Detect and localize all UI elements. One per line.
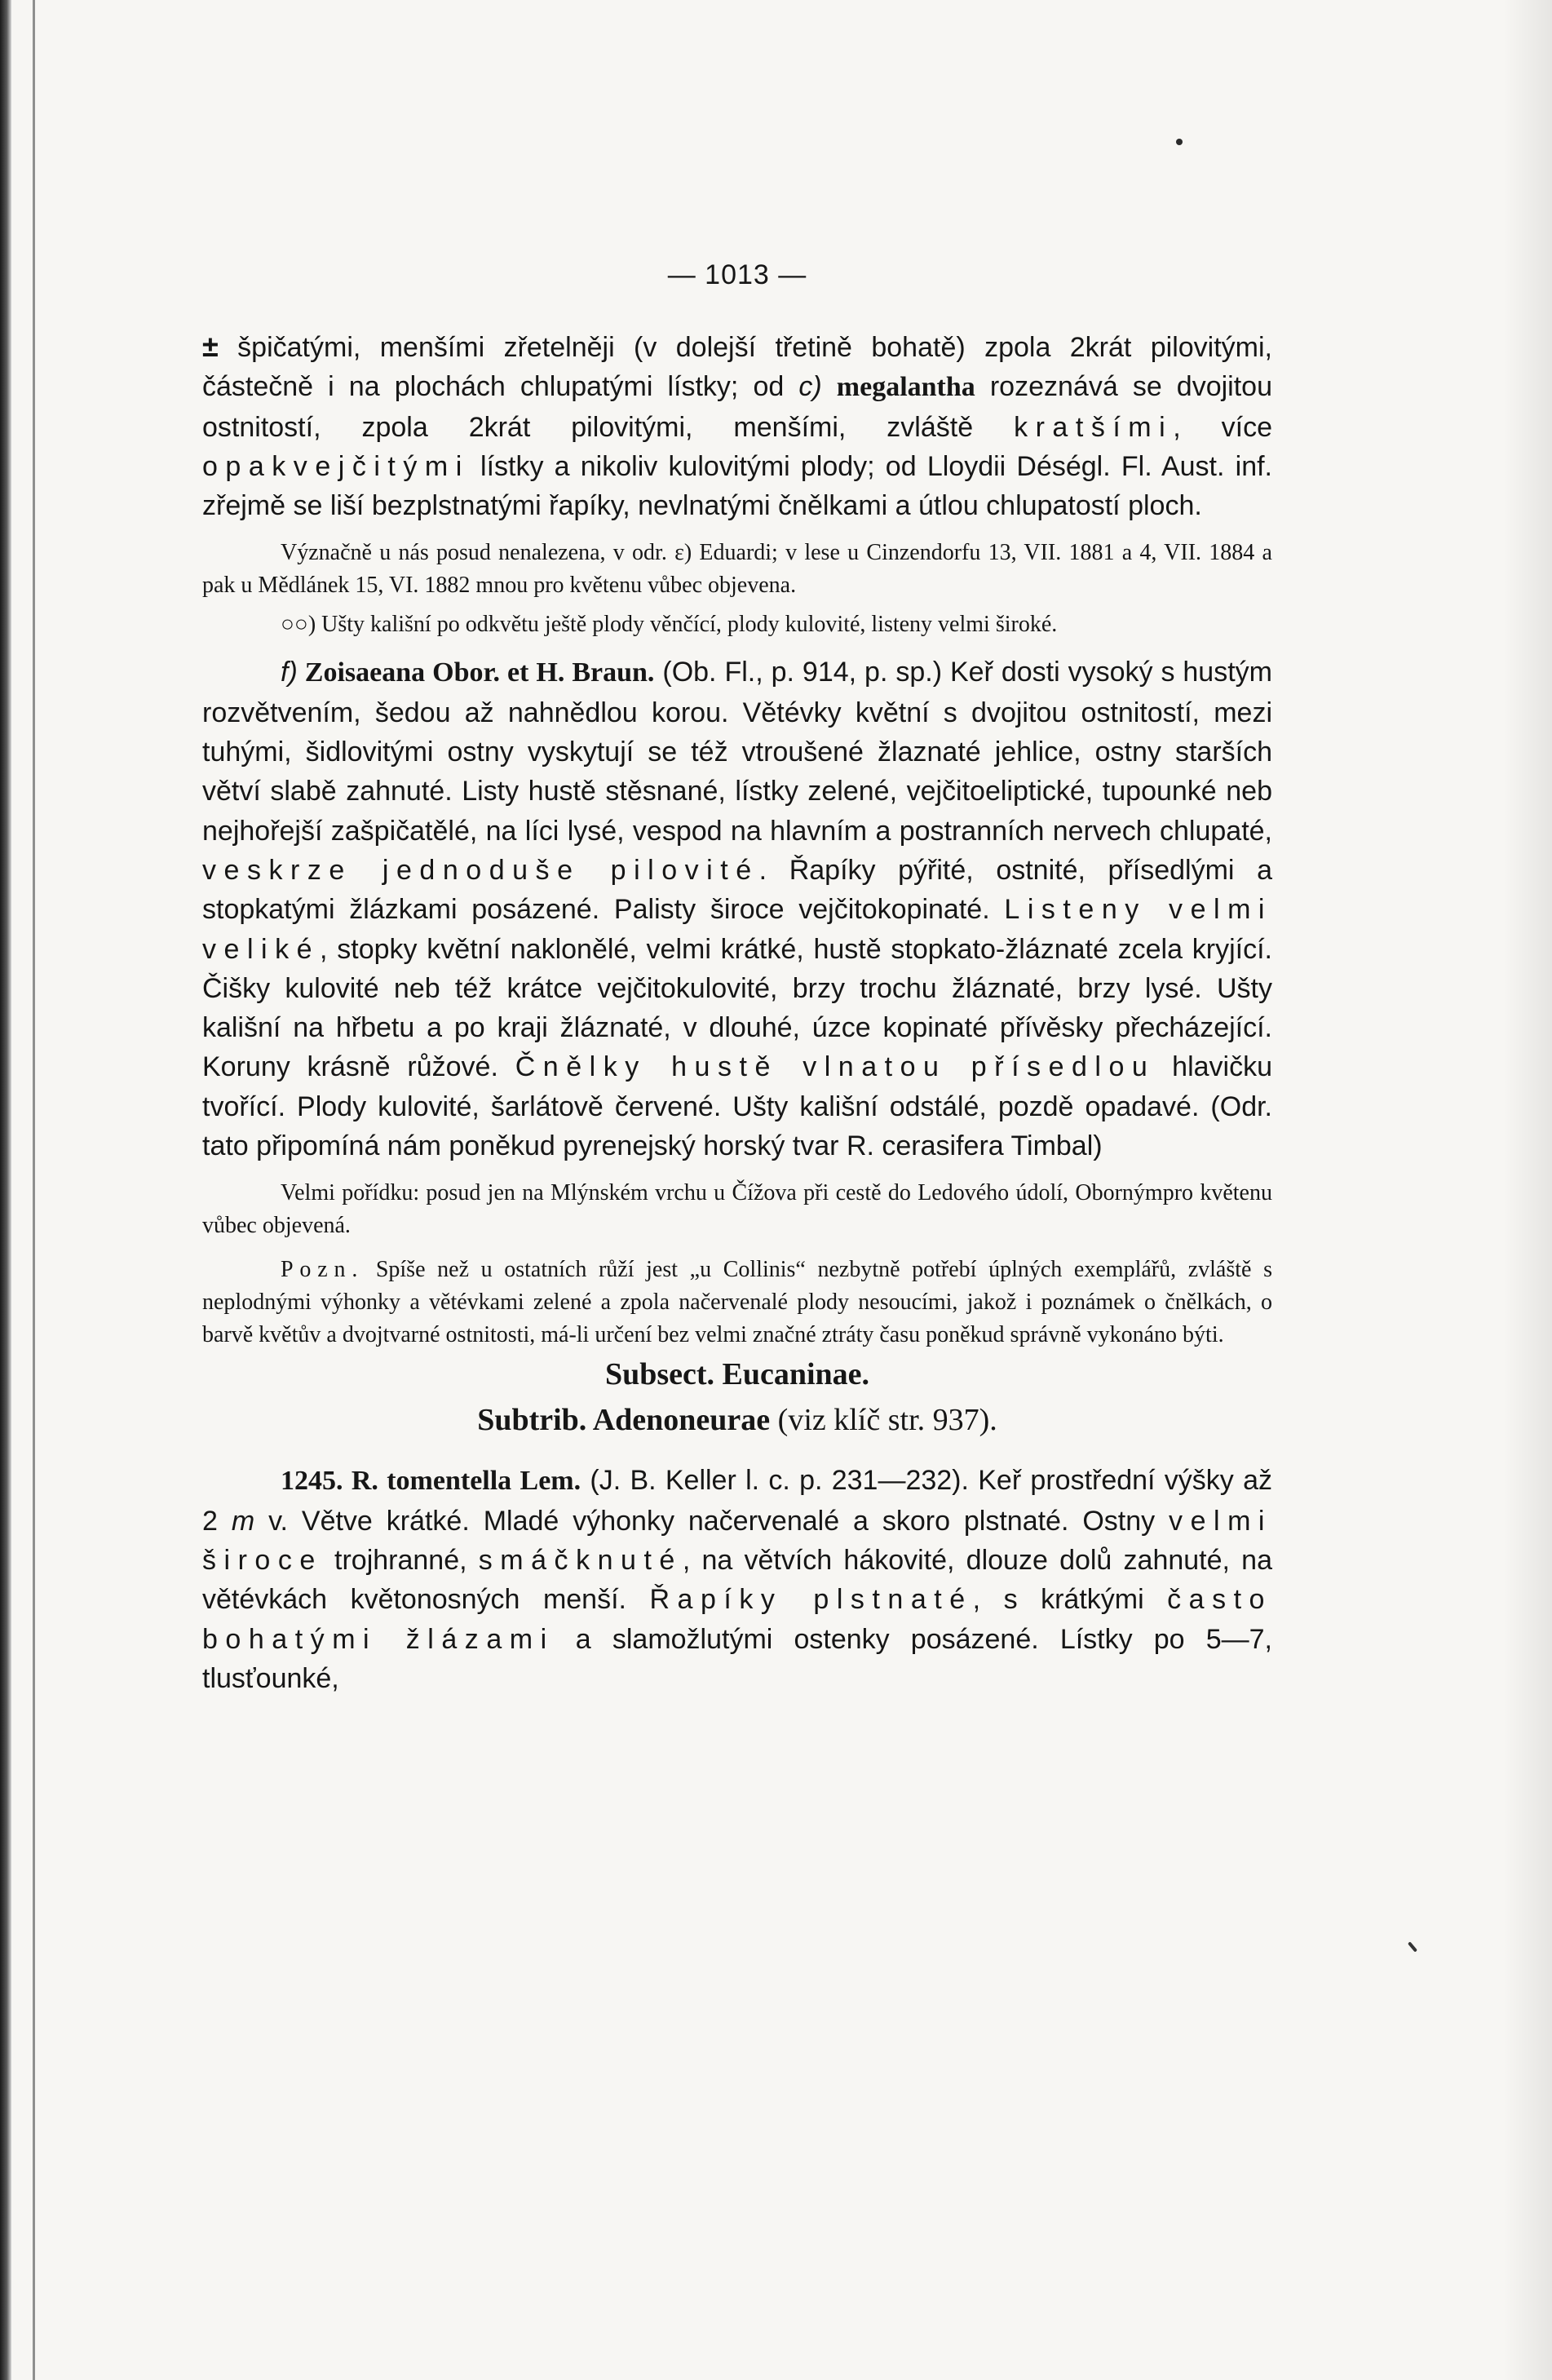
scan-shadow-line [33, 0, 35, 2380]
scan-edge [0, 0, 11, 2380]
plus-minus-symbol: ± [202, 330, 219, 363]
paragraph-rosa-variety-description: ± špičatými, menšími zřetelněji (v dolejší třetině bohatě) zpola 2krát pilovitými, částečně i na plochách chlupatými lístky; od c) megalantha rozeznává se dvojitou ostnitostí, zpola 2krát pilovitými, menšími, zvláště kratšími, více opakvejčitými lístky a nikoliv kulovitými plody; od Lloydii Déségl. Fl. Aust. inf. zřejmě se liší bezplstnatými řapíky, nevlnatými čnělkami a útlou chlupatostí ploch. [202, 330, 1272, 522]
scan-shadow-right [1503, 0, 1552, 2380]
subtribe-heading: Subtrib. Adenoneurae (viz klíč str. 937). [477, 1403, 997, 1438]
section-heading: Subsect. Eucaninae. [604, 1357, 870, 1392]
page-number: — 1013 — [667, 259, 807, 290]
locality-note: Význačně u nás posud nenalezena, v odr. ε) Eduardi; v lese u Cinzendorfu 13, VII. 1881 a 4, VII. 1884 a pak u Mědlánek 15, VI. 1882 mnou pro květenu vůbec objevena. [202, 540, 1272, 599]
remark-note: Pozn. Spíše než u ostatních růží jest „u Collinis“ nezbytně potřebí úplných exemplářů, zvláště s neplodnými výhonky a větévkami zelené a zpola načervenalé plody nesoucími, jakož i poznámek o čnělkách, o barvě květův a dvojtvarné ostnitosti, má-li určení bez velmi značné ztráty času poněkud správně vykonáno býti. [202, 1257, 1272, 1348]
rarity-note: Velmi pořídku: posud jen na Mlýnském vrchu u Čížova při cestě do Ledového údolí, Obornýmpro květenu vůbec objevená. [202, 1180, 1272, 1239]
speck-top [1176, 139, 1183, 145]
paragraph-zoisaeana: f) Zoisaeana Obor. et H. Braun. (Ob. Fl., p. 914, p. sp.) Keř dosti vysoký s hustým rozvětvením, šedou až nahnědlou korou. Větévky květní s dvojitou ostnitostí, mezi tuhými, šidlovitými ostny vyskytují se též vtroušené žlaznaté jehlice, ostny starších větví slabě zahnuté. Listy hustě stěsnané, lístky zelené, vejčitoeliptické, tupounké neb nejhořejší zašpičatělé, na líci lysé, vespod na hlavním a postranních nervech chlupaté, veskrze jednoduše pilovité. Řapíky pýřité, ostnité, přísedlými a stopkatými žlázkami posázené. Palisty široce vejčitokopinaté. Listeny velmi veliké, stopky květní naklonělé, velmi krátké, hustě stopkato-žláznaté zcela kryjící. Čišky kulovité neb též krátce vejčitokulovité, brzy trochu žláznaté, brzy lysé. Ušty kališní na hřbetu a po kraji žláznaté, v dlouhé, úzce kopinaté přívěsky přecházející. Koruny krásně růžové. Čnělky hustě vlnatou přísedlou hlavičku tvořící. Plody kulovité, šarlátově červené. Ušty kališní odstálé, pozdě opadavé. (Odr. tato připomíná nám poněkud pyrenejský horský tvar R. cerasifera Timbal) [202, 657, 1273, 1162]
speck-right [1408, 1941, 1417, 1952]
variety-note: ○○) Ušty kališní po odkvětu ještě plody věnčící, plody kulovité, listeny velmi široké. [281, 612, 1058, 638]
book-page [202, 259, 1272, 1698]
paragraph-rosa-tomentella: 1245. R. tomentella Lem. (J. B. Keller l. c. p. 231—232). Keř prostřední výšky až 2 m v. Větve krátké. Mladé výhonky načervenalé a skoro plstnaté. Ostny velmi široce trojhranné, smáčknuté, na větvích hákovité, dlouze dolů zahnuté, na větévkách květonosných menší. Řapíky plstnaté, s krátkými často bohatými žlázami a slamožlutými ostenky posázené. Lístky po 5—7, tlusťounké, [202, 1465, 1272, 1694]
